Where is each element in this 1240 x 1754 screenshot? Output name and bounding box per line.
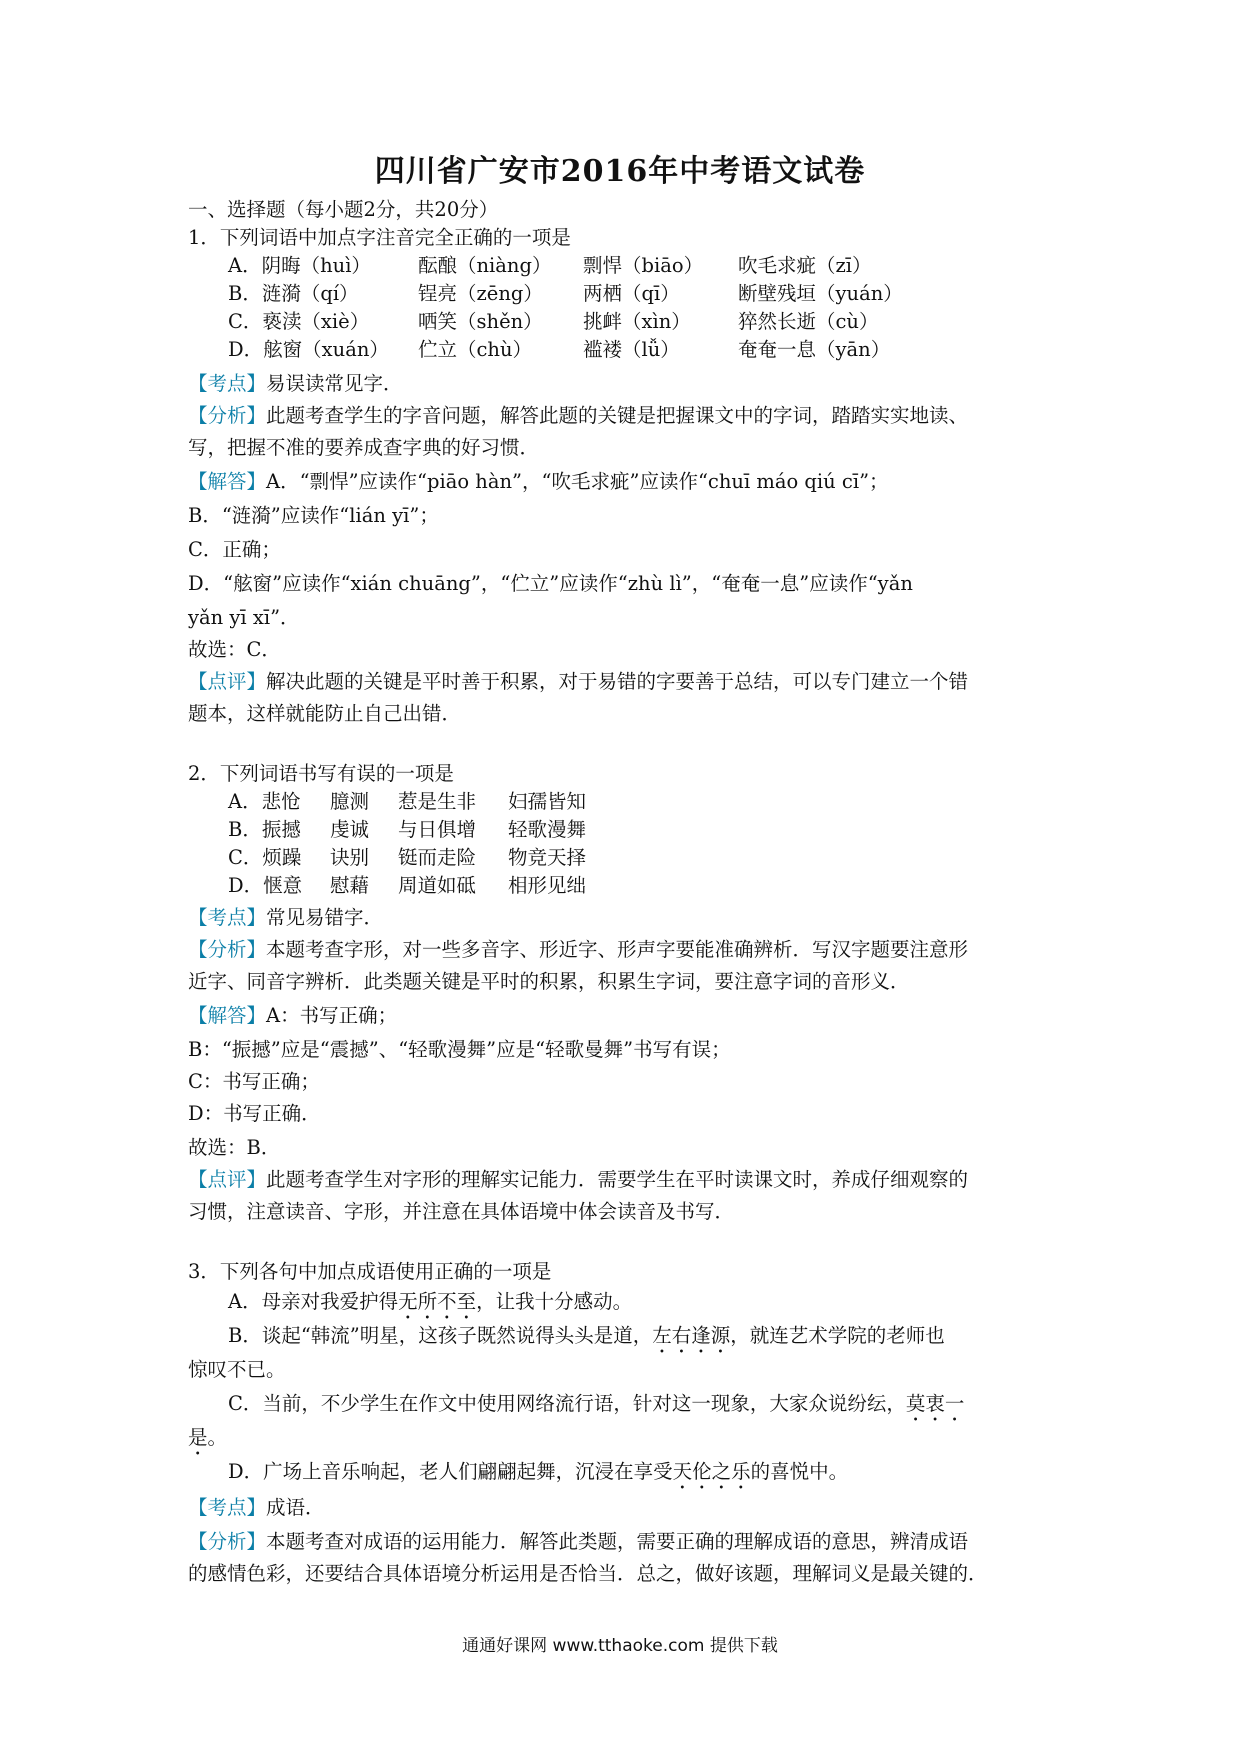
q1-option-c-1: C．亵渎（xiè）	[228, 310, 370, 333]
q2-fenxi-text: 本题考查字形，对一些多音字、形近字、形声字要能准确辨析．写汉字题要注意形	[266, 938, 969, 961]
q2-kaodian	[188, 904, 383, 932]
q3-option-b-text: B．谈起“韩流”明星，这孩子既然说得头头是道，	[228, 1324, 653, 1347]
q1-fenxi	[188, 402, 968, 430]
q1-dianping	[188, 668, 968, 696]
q2-option-d-1: D．惬意	[228, 874, 303, 897]
q2-jieda-line-2: B：“振撼”应是“震撼”、“轻歌漫舞”应是“轻歌曼舞”书写有误；	[188, 1038, 731, 1061]
q3-option-c-idiom-end: 是	[188, 1426, 208, 1449]
q1-option-c-3: 挑衅（xìn）	[583, 310, 691, 333]
q1-dianping-text: 解决此题的关键是平时善于积累，对于易错的字要善于总结，可以专门建立一个错	[266, 670, 969, 693]
q3-option-c	[228, 1390, 964, 1426]
fenxi-tag: 【分析】	[188, 1530, 267, 1553]
q2-option-b-4: 轻歌漫舞	[508, 818, 587, 841]
q2-jieda-line-4: D：书写正确．	[188, 1102, 321, 1125]
q2-option-b-1: B．振撼	[228, 818, 301, 841]
q2-stem: 2．下列词语书写有误的一项是	[188, 762, 454, 785]
q3-kaodian-text: 成语．	[266, 1496, 325, 1519]
q1-option-b-4: 断壁残垣（yuán）	[738, 282, 903, 305]
q3-stem: 3．下列各句中加点成语使用正确的一项是	[188, 1260, 552, 1283]
q2-fenxi	[188, 936, 968, 964]
q3-option-d-idiom: 天伦之乐	[672, 1460, 751, 1483]
q1-option-b-1: B．涟漪（qí）	[228, 282, 359, 305]
q3-option-a-text: A．母亲对我爱护得	[228, 1290, 399, 1313]
q1-option-a-1: A．阴晦（huì）	[228, 254, 371, 277]
q1-option-b-2: 锃亮（zēng）	[418, 282, 543, 305]
q1-stem: 1．下列词语中加点字注音完全正确的一项是	[188, 226, 571, 249]
q2-option-c-3: 铤而走险	[398, 846, 477, 869]
q1-fenxi-text: 此题考查学生的字音问题，解答此题的关键是把握课文中的字词，踏踏实实地读、	[266, 404, 969, 427]
q1-answer: 故选：C．	[188, 638, 281, 661]
q3-option-b-end: ，就连艺术学院的老师也	[730, 1324, 945, 1347]
q3-option-d-end: 的喜悦中。	[750, 1460, 849, 1483]
q2-option-a-3: 惹是生非	[398, 790, 477, 813]
q3-fenxi	[188, 1528, 968, 1556]
q3-option-b-line-2: 惊叹不已。	[188, 1358, 286, 1381]
q2-option-a-1: A．悲怆	[228, 790, 301, 813]
q1-option-d-4: 奄奄一息（yān）	[738, 338, 891, 361]
dianping-tag: 【点评】	[188, 670, 267, 693]
q2-dianping-line-2: 习惯，注意读音、字形，并注意在具体语境中体会读音及书写．	[188, 1200, 735, 1223]
q1-option-a-4: 吹毛求疵（zī）	[738, 254, 872, 277]
q3-option-c-line-2	[188, 1424, 227, 1460]
q1-option-a-2: 酝酿（niàng）	[418, 254, 552, 277]
q3-option-c-end: 。	[207, 1426, 228, 1449]
q2-option-b-2: 虔诚	[330, 818, 370, 841]
q2-jieda-text: A：书写正确；	[266, 1004, 398, 1027]
q3-option-c-text: C．当前，不少学生在作文中使用网络流行语，针对这一现象，大家众说纷纭，	[228, 1392, 906, 1415]
q3-fenxi-text: 本题考查对成语的运用能力．解答此类题，需要正确的理解成语的意思，辨清成语	[266, 1530, 969, 1553]
q2-jieda	[188, 1002, 397, 1030]
q2-option-d-2: 慰藉	[330, 874, 370, 897]
q1-fenxi-line-2: 写，把握不准的要养成查字典的好习惯．	[188, 436, 540, 459]
kaodian-tag: 【考点】	[188, 1496, 267, 1519]
q3-option-a	[228, 1288, 632, 1324]
q2-jieda-line-3: C：书写正确；	[188, 1070, 320, 1093]
q3-option-a-end: ，让我十分感动。	[476, 1290, 633, 1313]
q1-jieda-text: A．“剽悍”应读作“piāo hàn”，“吹毛求疵”应读作“chuī máo qiú cī”；	[266, 470, 889, 493]
q2-option-d-4: 相形见绌	[508, 874, 587, 897]
q3-option-d-text: D．广场上音乐响起，老人们翩翩起舞，沉浸在享受	[228, 1460, 673, 1483]
q3-option-b	[228, 1322, 945, 1358]
fenxi-tag: 【分析】	[188, 938, 267, 961]
q2-option-c-1: C．烦躁	[228, 846, 302, 869]
q1-jieda-line-3: C．正确；	[188, 538, 281, 561]
page-footer: 通通好课网 www.tthaoke.com 提供下载	[462, 1636, 778, 1656]
q2-option-c-2: 诀别	[330, 846, 370, 869]
q1-jieda-line-4: D．“舷窗”应读作“xián chuāng”，“伫立”应读作“zhù lì”，“奄奄一息”应读作“yǎn	[188, 572, 913, 595]
q1-kaodian	[188, 370, 403, 398]
q3-option-a-idiom: 无所不至	[398, 1290, 477, 1313]
fenxi-tag: 【分析】	[188, 404, 267, 427]
q1-jieda-line-5: yǎn yī xī”．	[188, 606, 300, 629]
q3-kaodian	[188, 1494, 325, 1522]
page-title: 四川省广安市2016年中考语文试卷	[374, 154, 866, 189]
q1-kaodian-text: 易误读常见字．	[266, 372, 403, 395]
q3-option-d	[228, 1458, 848, 1494]
q2-option-a-4: 妇孺皆知	[508, 790, 587, 813]
q3-fenxi-line-2: 的感情色彩，还要结合具体语境分析运用是否恰当．总之，做好该题，理解词义是最关键的．	[188, 1562, 988, 1585]
q1-option-d-2: 伫立（chù）	[418, 338, 533, 361]
q1-jieda-line-2: B．“涟漪”应读作“lián yī”；	[188, 504, 439, 527]
q2-option-d-3: 周道如砥	[398, 874, 477, 897]
q1-option-c-2: 哂笑（shěn）	[418, 310, 543, 333]
q1-option-c-4: 猝然长逝（cù）	[738, 310, 879, 333]
q2-option-b-3: 与日俱增	[398, 818, 477, 841]
q3-option-c-idiom: 莫衷一	[905, 1392, 965, 1415]
q1-option-b-3: 两栖（qī）	[583, 282, 680, 305]
q2-dianping-text: 此题考查学生对字形的理解实记能力．需要学生在平时读课文时，养成仔细观察的	[266, 1168, 969, 1191]
q1-option-a-3: 剽悍（biāo）	[583, 254, 704, 277]
q1-option-d-1: D．舷窗（xuán）	[228, 338, 389, 361]
q2-option-a-2: 臆测	[330, 790, 370, 813]
q2-fenxi-line-2: 近字、同音字辨析．此类题关键是平时的积累，积累生字词，要注意字词的音形义．	[188, 970, 910, 993]
jieda-tag: 【解答】	[188, 470, 267, 493]
q1-dianping-line-2: 题本，这样就能防止自己出错．	[188, 702, 462, 725]
jieda-tag: 【解答】	[188, 1004, 267, 1027]
q3-option-b-idiom: 左右逢源	[652, 1324, 731, 1347]
section-heading: 一、选择题（每小题2分，共20分）	[188, 198, 499, 221]
q2-dianping	[188, 1166, 968, 1194]
kaodian-tag: 【考点】	[188, 906, 267, 929]
kaodian-tag: 【考点】	[188, 372, 267, 395]
q2-answer: 故选：B．	[188, 1136, 281, 1159]
q2-option-c-4: 物竞天择	[508, 846, 587, 869]
q2-kaodian-text: 常见易错字．	[266, 906, 384, 929]
q1-option-d-3: 褴褛（lǚ）	[583, 338, 680, 361]
q1-jieda	[188, 468, 889, 496]
dianping-tag: 【点评】	[188, 1168, 267, 1191]
